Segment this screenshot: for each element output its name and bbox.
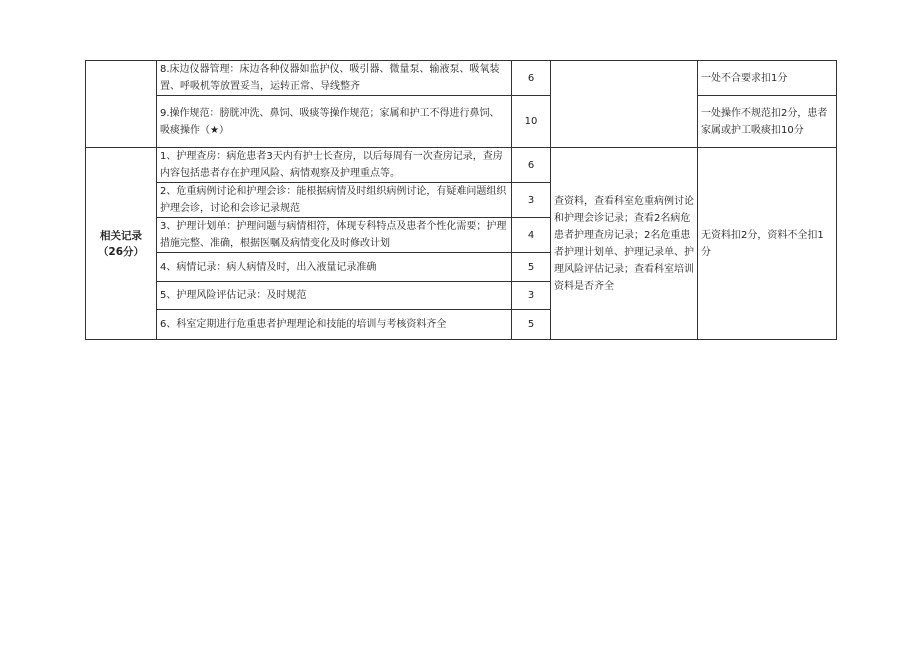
item-score: 4	[512, 218, 551, 253]
item-content: 6、科室定期进行危重患者护理理论和技能的培训与考核资料齐全	[157, 310, 512, 340]
method-cell-empty	[551, 61, 698, 148]
item-score: 3	[512, 183, 551, 218]
item-content: 9.操作规范：膀胱冲洗、鼻饲、吸痰等操作规范；家属和护工不得进行鼻饲、吸痰操作（★）	[157, 96, 512, 148]
table-row	[86, 148, 837, 183]
item-content: 8.床边仪器管理：床边各种仪器如监护仪、吸引器、微量泵、输液泵、吸氧装置、呼吸机等放置妥当，运转正常、导线整齐	[157, 61, 512, 96]
check-method: 查资料，查看科室危重病例讨论和护理会诊记录；查看2名病危患者护理查房记录；2名危重患者护理计划单、护理记录单、护理风险评估记录；查看科室培训资料是否齐全	[551, 148, 698, 340]
category-cell-empty	[86, 61, 157, 148]
item-score: 5	[512, 253, 551, 282]
item-content: 3、护理计划单：护理问题与病情相符，体现专科特点及患者个性化需要；护理措施完整、准确，根据医嘱及病情变化及时修改计划	[157, 218, 512, 253]
item-content: 4、病情记录：病人病情及时，出入液量记录准确	[157, 253, 512, 282]
item-content: 2、危重病例讨论和护理会诊：能根据病情及时组织病例讨论，有疑难问题组织护理会诊，讨论和会诊记录规范	[157, 183, 512, 218]
table-row	[86, 96, 837, 148]
deduction-text: 无资料扣2分，资料不全扣1分	[698, 148, 837, 340]
item-score: 6	[512, 148, 551, 183]
item-content: 5、护理风险评估记录：及时规范	[157, 282, 512, 310]
item-score: 5	[512, 310, 551, 340]
assessment-table	[85, 60, 837, 340]
table-row	[86, 61, 837, 96]
deduction-text: 一处不合要求扣1分	[698, 61, 837, 96]
item-content: 1、护理查房：病危患者3天内有护士长查房，以后每周有一次查房记录，查房内容包括患者存在护理风险、病情观察及护理重点等。	[157, 148, 512, 183]
category-label: 相关记录（26分）	[86, 148, 157, 340]
item-score: 10	[512, 96, 551, 148]
item-score: 6	[512, 61, 551, 96]
item-score: 3	[512, 282, 551, 310]
deduction-text: 一处操作不规范扣2分，患者家属或护工吸痰扣10分	[698, 96, 837, 148]
